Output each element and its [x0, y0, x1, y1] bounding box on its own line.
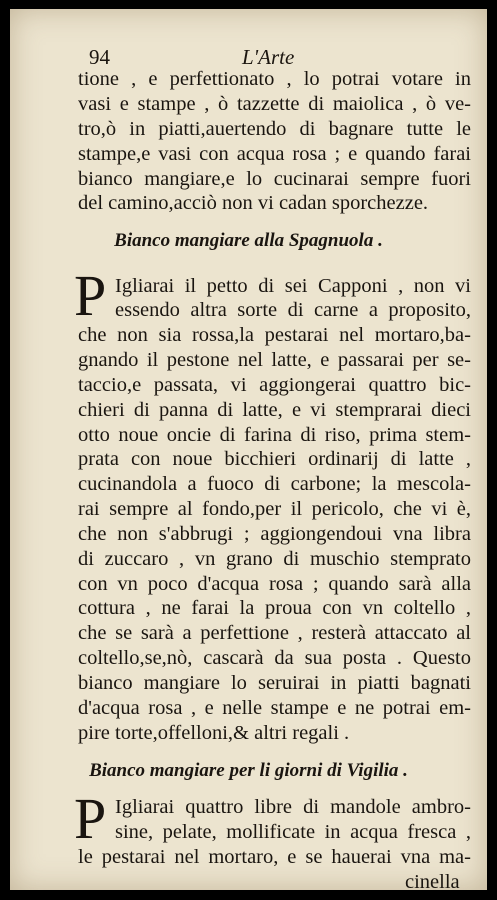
drop-cap: P [74, 786, 107, 852]
text-line: Igliarai il petto di sei Capponi , non vi [115, 274, 471, 297]
text-line: bianco mangiare,e lo cucinarai sempre fuori [78, 167, 471, 190]
text-line: cottura , ne farai la proua con vn coltello , [78, 597, 471, 620]
text-line: gnando il pestone nel latte, e passarai per se- [78, 349, 471, 372]
book-page [10, 9, 487, 890]
running-title: L'Arte [242, 45, 295, 69]
text-line: che non sia rossa,la pestarai nel mortaro,ba- [78, 324, 471, 347]
text-line: che non s'abbrugi ; aggiongendoui vna libra [78, 522, 471, 545]
text-line: rai sempre al fondo,per il pericolo, che vi è, [78, 498, 471, 521]
text-line: sine, pelate, mollificate in acqua fresca , [115, 820, 471, 843]
text-line: otto noue oncie di farina di riso, prima stem- [78, 423, 471, 446]
text-line: con vn poco d'acqua rosa ; quando sarà alla [78, 572, 471, 595]
text-line: pire torte,offelloni,& altri regali . [78, 721, 350, 744]
text-line: essendo altra sorte di carne a proposito, [115, 299, 471, 322]
page-header [10, 45, 487, 67]
recipe-title: Bianco mangiare alla Spagnuola . [114, 229, 383, 251]
text-line: le pestarai nel mortaro, e se hauerai vna ma- [78, 845, 471, 868]
text-line: tro,ò in piatti,auertendo di bagnare tutte le [78, 117, 471, 140]
text-line: cucinandola a fuoco di carbone; la mescola- [78, 473, 471, 496]
text-line: chieri di panna di latte, e vi stemprarai dieci [78, 398, 471, 421]
text-line: Igliarai quattro libre di mandole ambro- [115, 796, 471, 818]
recipe-title: Bianco mangiare per li giorni di Vigilia . [89, 759, 408, 781]
text-line: stampe,e vasi con acqua rosa ; e quando farai [78, 142, 471, 165]
text-line: cinella [405, 870, 460, 890]
text-line: vasi e stampe , ò tazzette di maiolica , ò ve- [78, 93, 471, 116]
text-line: taccio,e passata, vi aggiongerai quattro bic- [78, 373, 471, 396]
page-number: 94 [89, 45, 110, 69]
text-line: bianco mangiare lo seruirai in piatti bagnati [78, 671, 471, 694]
drop-cap: P [74, 262, 107, 328]
text-line: che se sarà a perfettione , resterà attaccato al [78, 622, 471, 645]
text-line: d'acqua rosa , e nelle stampe e ne potrai em- [78, 696, 471, 719]
text-line: coltello,se,nò, cascarà da sua posta . Questo [78, 647, 471, 670]
text-line: del camino,acciò non vi cadan sporchezze. [78, 192, 429, 215]
text-line: di zuccaro , vn grano di muschio stemprato [78, 547, 471, 570]
text-line: prata con noue bicchieri ordinarij di latte , [78, 448, 471, 471]
text-line: tione , e perfettionato , lo potrai votare in [78, 68, 471, 91]
